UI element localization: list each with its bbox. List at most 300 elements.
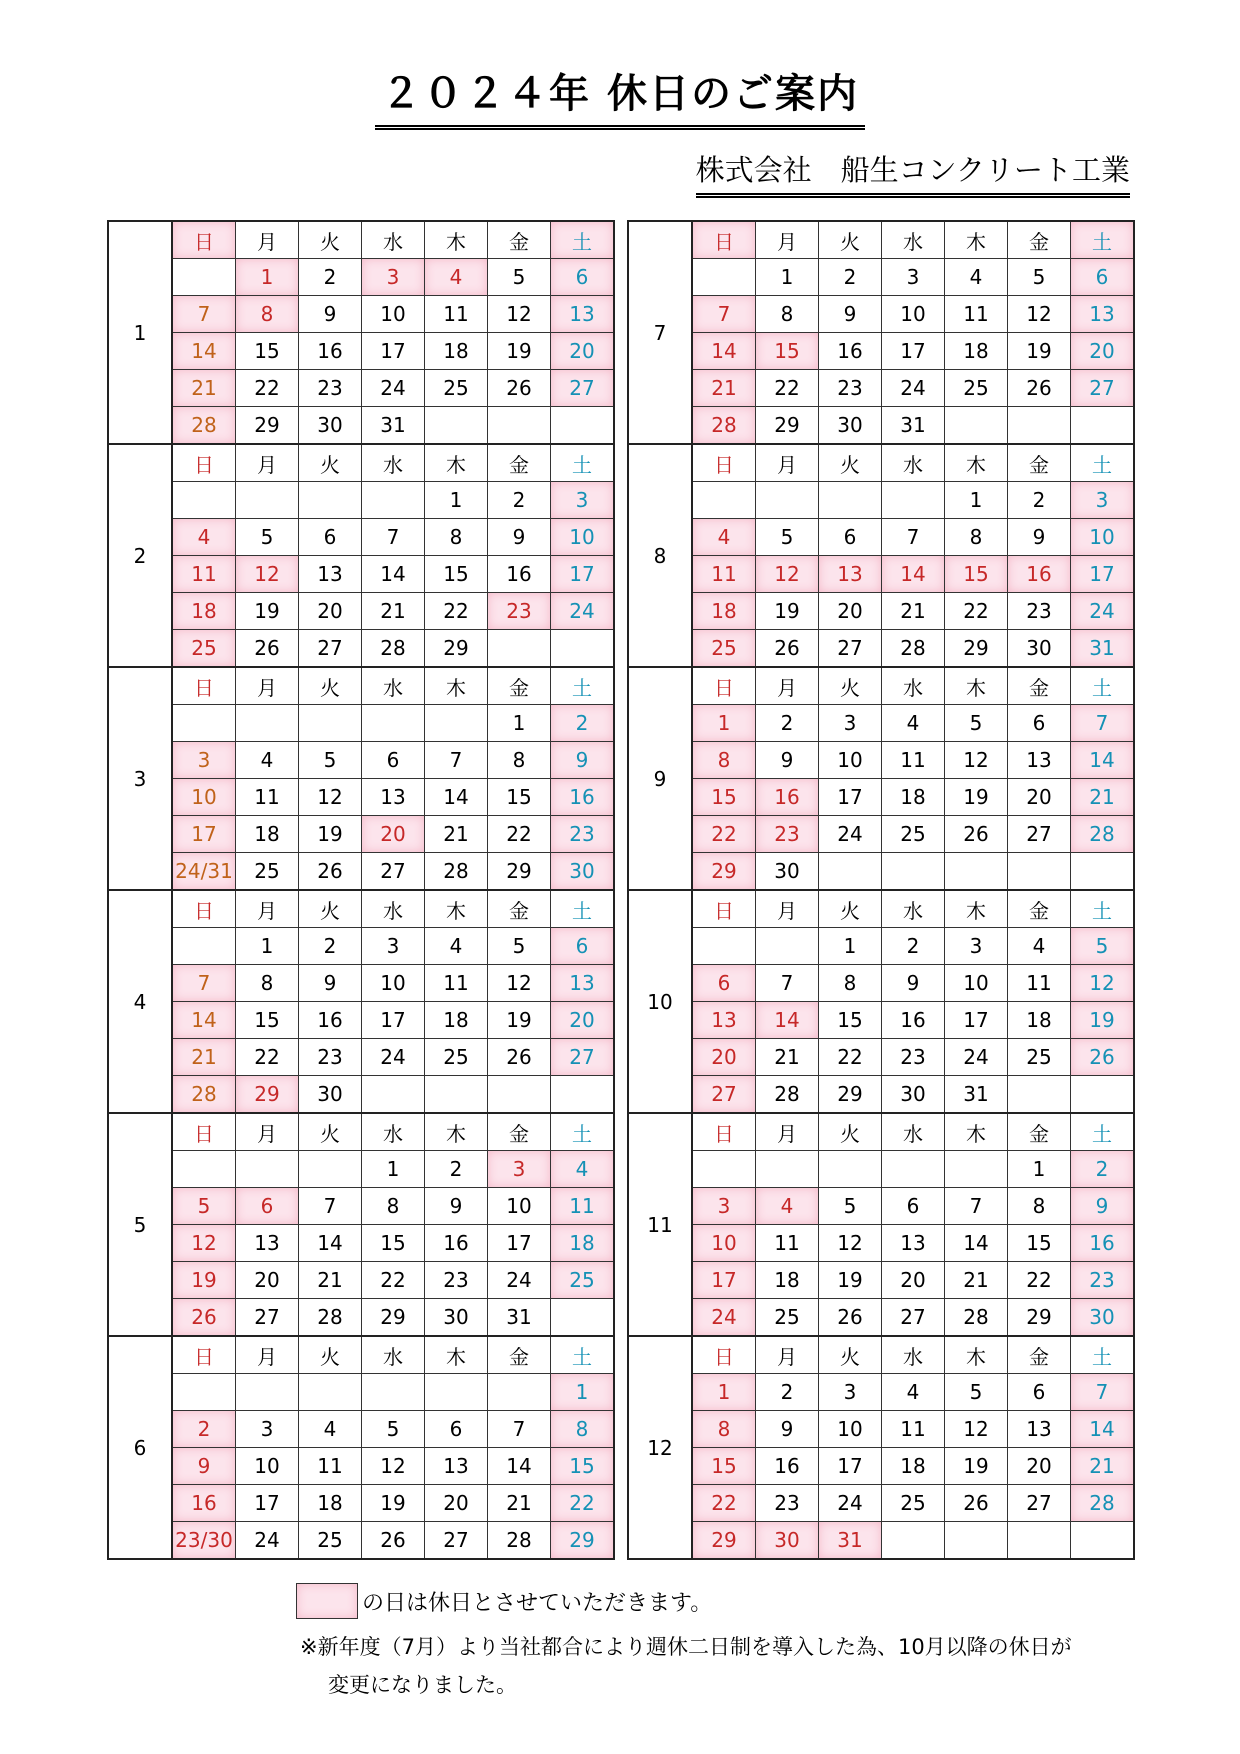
day-cell: 1	[425, 482, 488, 519]
day-cell: 1	[1008, 1151, 1071, 1188]
day-cell: 29	[551, 1522, 615, 1560]
empty-cell	[172, 1151, 236, 1188]
day-cell: 10	[945, 965, 1008, 1002]
day-cell: 3	[1071, 482, 1135, 519]
month-label: 11	[628, 1113, 692, 1336]
day-cell: 22	[756, 370, 819, 407]
day-cell: 18	[692, 593, 756, 630]
day-cell: 27	[1071, 370, 1135, 407]
day-cell: 2	[488, 482, 551, 519]
week-row	[108, 1039, 614, 1076]
day-cell: 15	[551, 1448, 615, 1485]
weekday-header: 水	[882, 444, 945, 482]
day-cell: 21	[172, 370, 236, 407]
day-cell: 19	[172, 1262, 236, 1299]
month-block	[628, 221, 1134, 444]
day-cell: 4	[299, 1411, 362, 1448]
empty-cell	[488, 1374, 551, 1411]
week-row	[628, 705, 1134, 742]
weekday-header: 日	[172, 1113, 236, 1151]
weekday-header: 木	[425, 1113, 488, 1151]
week-row	[108, 296, 614, 333]
day-cell: 2	[299, 928, 362, 965]
day-cell: 20	[1008, 779, 1071, 816]
week-row	[108, 593, 614, 630]
empty-cell	[172, 928, 236, 965]
day-cell: 18	[172, 593, 236, 630]
week-row	[628, 296, 1134, 333]
week-row	[108, 1374, 614, 1411]
day-cell: 19	[1071, 1002, 1135, 1039]
empty-cell	[236, 1151, 299, 1188]
day-cell: 12	[362, 1448, 425, 1485]
day-cell: 11	[299, 1448, 362, 1485]
day-cell: 21	[1071, 779, 1135, 816]
day-cell: 20	[362, 816, 425, 853]
day-cell: 22	[488, 816, 551, 853]
day-cell: 10	[819, 1411, 882, 1448]
weekday-header: 火	[299, 1113, 362, 1151]
week-row	[108, 965, 614, 1002]
day-cell: 30	[1071, 1299, 1135, 1337]
day-cell: 26	[819, 1299, 882, 1337]
day-cell: 25	[551, 1262, 615, 1299]
day-cell: 31	[882, 407, 945, 445]
day-cell: 18	[551, 1225, 615, 1262]
day-cell: 27	[692, 1076, 756, 1114]
day-cell: 22	[692, 816, 756, 853]
weekday-header: 日	[172, 1336, 236, 1374]
day-cell: 26	[945, 816, 1008, 853]
day-cell: 15	[692, 779, 756, 816]
empty-cell	[362, 1076, 425, 1114]
day-cell: 8	[551, 1411, 615, 1448]
day-cell: 26	[236, 630, 299, 668]
empty-cell	[882, 853, 945, 891]
day-cell: 17	[172, 816, 236, 853]
day-cell: 5	[819, 1188, 882, 1225]
weekday-header: 火	[299, 444, 362, 482]
day-cell: 23	[488, 593, 551, 630]
day-cell: 6	[1008, 705, 1071, 742]
day-cell: 16	[172, 1485, 236, 1522]
day-cell: 16	[756, 1448, 819, 1485]
page-title	[0, 62, 1240, 130]
day-cell: 9	[172, 1448, 236, 1485]
day-cell: 18	[945, 333, 1008, 370]
weekday-header: 日	[692, 667, 756, 705]
day-cell: 16	[299, 1002, 362, 1039]
day-cell: 15	[362, 1225, 425, 1262]
day-cell: 10	[172, 779, 236, 816]
day-cell: 3	[236, 1411, 299, 1448]
day-cell: 20	[692, 1039, 756, 1076]
day-cell: 22	[425, 593, 488, 630]
day-cell: 26	[299, 853, 362, 891]
title-text: ２０２４年 休日のご案内	[375, 62, 865, 130]
note-line-2: 変更になりました。	[328, 1673, 517, 1697]
day-cell: 11	[882, 1411, 945, 1448]
weekday-header: 水	[882, 1336, 945, 1374]
day-cell: 16	[756, 779, 819, 816]
day-cell: 28	[172, 407, 236, 445]
weekday-header: 日	[692, 221, 756, 259]
day-cell: 5	[172, 1188, 236, 1225]
day-cell: 19	[236, 593, 299, 630]
day-cell: 29	[236, 407, 299, 445]
note-line-1: ※新年度（7月）より当社都合により週休二日制を導入した為、10月以降の休日が	[300, 1635, 1072, 1659]
month-label: 2	[108, 444, 172, 667]
day-cell: 23	[882, 1039, 945, 1076]
day-cell: 12	[1071, 965, 1135, 1002]
day-cell: 7	[488, 1411, 551, 1448]
day-cell: 27	[425, 1522, 488, 1560]
day-cell: 13	[236, 1225, 299, 1262]
day-cell: 22	[236, 1039, 299, 1076]
day-cell: 6	[299, 519, 362, 556]
day-cell: 6	[692, 965, 756, 1002]
empty-cell	[362, 482, 425, 519]
empty-cell	[819, 1151, 882, 1188]
empty-cell	[551, 1076, 615, 1114]
week-row	[108, 1002, 614, 1039]
day-cell: 7	[172, 296, 236, 333]
day-cell: 8	[362, 1188, 425, 1225]
day-cell: 21	[1071, 1448, 1135, 1485]
empty-cell	[425, 1076, 488, 1114]
weekday-header: 火	[299, 890, 362, 928]
empty-cell	[819, 482, 882, 519]
day-cell: 21	[425, 816, 488, 853]
day-cell: 29	[488, 853, 551, 891]
day-cell: 29	[425, 630, 488, 668]
day-cell: 6	[362, 742, 425, 779]
weekday-header: 土	[551, 221, 615, 259]
day-cell: 1	[488, 705, 551, 742]
day-cell: 2	[299, 259, 362, 296]
day-cell: 25	[882, 1485, 945, 1522]
day-cell: 3	[945, 928, 1008, 965]
weekday-header: 金	[1008, 444, 1071, 482]
day-cell: 29	[945, 630, 1008, 668]
empty-cell	[488, 630, 551, 668]
empty-cell	[1008, 407, 1071, 445]
day-cell: 12	[945, 1411, 1008, 1448]
week-row	[108, 407, 614, 445]
month-block	[108, 890, 614, 1113]
month-block	[108, 221, 614, 444]
week-row	[628, 1151, 1134, 1188]
weekday-header-row	[108, 667, 614, 705]
weekday-header: 月	[236, 444, 299, 482]
weekday-header: 月	[756, 890, 819, 928]
weekday-header: 水	[362, 1113, 425, 1151]
day-cell: 19	[488, 1002, 551, 1039]
week-row	[628, 1188, 1134, 1225]
day-cell: 10	[819, 742, 882, 779]
day-cell: 4	[945, 259, 1008, 296]
day-cell: 23	[1071, 1262, 1135, 1299]
calendar-right	[627, 220, 1135, 1560]
day-cell: 4	[551, 1151, 615, 1188]
weekday-header: 日	[692, 890, 756, 928]
day-cell: 24	[236, 1522, 299, 1560]
day-cell: 13	[299, 556, 362, 593]
empty-cell	[945, 1151, 1008, 1188]
weekday-header-row	[628, 890, 1134, 928]
day-cell: 28	[362, 630, 425, 668]
day-cell: 10	[1071, 519, 1135, 556]
day-cell: 4	[172, 519, 236, 556]
day-cell: 16	[1008, 556, 1071, 593]
day-cell: 22	[551, 1485, 615, 1522]
empty-cell	[882, 1522, 945, 1560]
day-cell: 7	[299, 1188, 362, 1225]
weekday-header-row	[628, 1336, 1134, 1374]
day-cell: 17	[362, 333, 425, 370]
day-cell: 1	[819, 928, 882, 965]
day-cell: 4	[236, 742, 299, 779]
day-cell: 7	[756, 965, 819, 1002]
day-cell: 23	[756, 1485, 819, 1522]
day-cell: 12	[819, 1225, 882, 1262]
day-cell: 26	[1008, 370, 1071, 407]
day-cell: 7	[425, 742, 488, 779]
weekday-header: 木	[945, 1113, 1008, 1151]
day-cell: 27	[299, 630, 362, 668]
day-cell: 6	[425, 1411, 488, 1448]
day-cell: 28	[488, 1522, 551, 1560]
month-block	[108, 1336, 614, 1559]
weekday-header: 土	[1071, 890, 1135, 928]
week-row	[108, 705, 614, 742]
day-cell: 24	[362, 370, 425, 407]
month-label: 9	[628, 667, 692, 890]
month-block	[108, 667, 614, 890]
day-cell: 23	[299, 370, 362, 407]
day-cell: 9	[1071, 1188, 1135, 1225]
day-cell: 24	[551, 593, 615, 630]
weekday-header: 月	[236, 667, 299, 705]
day-cell: 20	[819, 593, 882, 630]
day-cell: 28	[1071, 1485, 1135, 1522]
month-block	[108, 444, 614, 667]
week-row	[108, 630, 614, 668]
empty-cell	[425, 1374, 488, 1411]
day-cell: 5	[236, 519, 299, 556]
weekday-header-row	[108, 1336, 614, 1374]
day-cell: 15	[236, 333, 299, 370]
week-row	[108, 482, 614, 519]
weekday-header: 日	[692, 444, 756, 482]
weekday-header: 日	[692, 1336, 756, 1374]
day-cell: 14	[362, 556, 425, 593]
weekday-header: 月	[236, 1336, 299, 1374]
day-cell: 26	[488, 370, 551, 407]
week-row	[108, 333, 614, 370]
day-cell: 1	[551, 1374, 615, 1411]
day-cell: 19	[819, 1262, 882, 1299]
day-cell: 27	[1008, 1485, 1071, 1522]
day-cell: 27	[819, 630, 882, 668]
day-cell: 26	[488, 1039, 551, 1076]
day-cell: 8	[236, 296, 299, 333]
weekday-header: 金	[1008, 1336, 1071, 1374]
week-row	[628, 370, 1134, 407]
weekday-header: 土	[551, 890, 615, 928]
weekday-header-row	[628, 221, 1134, 259]
day-cell: 3	[551, 482, 615, 519]
day-cell: 16	[1071, 1225, 1135, 1262]
day-cell: 11	[425, 965, 488, 1002]
week-row	[108, 1076, 614, 1114]
day-cell: 14	[1071, 742, 1135, 779]
day-cell: 9	[882, 965, 945, 1002]
weekday-header: 水	[362, 890, 425, 928]
day-cell: 9	[1008, 519, 1071, 556]
weekday-header: 木	[425, 221, 488, 259]
empty-cell	[756, 928, 819, 965]
day-cell: 20	[299, 593, 362, 630]
month-label: 10	[628, 890, 692, 1113]
weekday-header: 金	[488, 221, 551, 259]
empty-cell	[1071, 1522, 1135, 1560]
empty-cell	[172, 259, 236, 296]
empty-cell	[551, 1299, 615, 1337]
day-cell: 4	[756, 1188, 819, 1225]
weekday-header: 月	[756, 1113, 819, 1151]
day-cell: 20	[551, 333, 615, 370]
day-cell: 9	[551, 742, 615, 779]
day-cell: 9	[488, 519, 551, 556]
day-cell: 30	[299, 1076, 362, 1114]
day-cell: 13	[1008, 742, 1071, 779]
weekday-header: 日	[172, 667, 236, 705]
day-cell: 26	[172, 1299, 236, 1337]
day-cell: 4	[425, 928, 488, 965]
day-cell: 3	[362, 259, 425, 296]
day-cell: 22	[236, 370, 299, 407]
weekday-header: 月	[236, 1113, 299, 1151]
weekday-header: 木	[425, 890, 488, 928]
day-cell: 21	[362, 593, 425, 630]
week-row	[628, 556, 1134, 593]
day-cell: 13	[1071, 296, 1135, 333]
day-cell: 2	[882, 928, 945, 965]
day-cell: 5	[299, 742, 362, 779]
day-cell: 16	[299, 333, 362, 370]
day-cell: 7	[362, 519, 425, 556]
day-cell: 21	[172, 1039, 236, 1076]
day-cell: 8	[692, 742, 756, 779]
weekday-header: 土	[551, 667, 615, 705]
empty-cell	[882, 482, 945, 519]
day-cell: 25	[425, 1039, 488, 1076]
day-cell: 16	[425, 1225, 488, 1262]
day-cell: 23/30	[172, 1522, 236, 1560]
weekday-header: 日	[172, 890, 236, 928]
weekday-header: 月	[756, 444, 819, 482]
empty-cell	[299, 1374, 362, 1411]
weekday-header: 土	[551, 1336, 615, 1374]
week-row	[628, 1299, 1134, 1337]
day-cell: 13	[882, 1225, 945, 1262]
day-cell: 18	[299, 1485, 362, 1522]
day-cell: 30	[299, 407, 362, 445]
day-cell: 24	[1071, 593, 1135, 630]
day-cell: 15	[756, 333, 819, 370]
week-row	[628, 928, 1134, 965]
week-row	[108, 1485, 614, 1522]
day-cell: 9	[819, 296, 882, 333]
day-cell: 30	[756, 853, 819, 891]
day-cell: 7	[882, 519, 945, 556]
day-cell: 7	[172, 965, 236, 1002]
day-cell: 11	[692, 556, 756, 593]
day-cell: 27	[236, 1299, 299, 1337]
weekday-header: 金	[488, 1113, 551, 1151]
day-cell: 31	[1071, 630, 1135, 668]
day-cell: 19	[945, 779, 1008, 816]
day-cell: 29	[692, 853, 756, 891]
weekday-header: 木	[425, 1336, 488, 1374]
day-cell: 19	[1008, 333, 1071, 370]
week-row	[628, 407, 1134, 445]
legend-text: の日は休日とさせていただきます。	[362, 1590, 713, 1616]
day-cell: 8	[756, 296, 819, 333]
weekday-header: 金	[1008, 1113, 1071, 1151]
day-cell: 28	[756, 1076, 819, 1114]
day-cell: 15	[488, 779, 551, 816]
day-cell: 21	[299, 1262, 362, 1299]
day-cell: 12	[1008, 296, 1071, 333]
empty-cell	[1071, 853, 1135, 891]
day-cell: 1	[692, 705, 756, 742]
month-block	[628, 1336, 1134, 1559]
empty-cell	[362, 705, 425, 742]
day-cell: 23	[819, 370, 882, 407]
day-cell: 3	[819, 705, 882, 742]
day-cell: 11	[756, 1225, 819, 1262]
day-cell: 24	[945, 1039, 1008, 1076]
weekday-header: 日	[172, 221, 236, 259]
weekday-header: 水	[882, 1113, 945, 1151]
day-cell: 29	[819, 1076, 882, 1114]
empty-cell	[1008, 1076, 1071, 1114]
month-label: 4	[108, 890, 172, 1113]
day-cell: 12	[299, 779, 362, 816]
day-cell: 6	[551, 928, 615, 965]
day-cell: 8	[236, 965, 299, 1002]
day-cell: 19	[756, 593, 819, 630]
weekday-header-row	[108, 444, 614, 482]
day-cell: 9	[756, 1411, 819, 1448]
day-cell: 16	[551, 779, 615, 816]
day-cell: 13	[362, 779, 425, 816]
day-cell: 1	[756, 259, 819, 296]
week-row	[108, 1151, 614, 1188]
day-cell: 20	[425, 1485, 488, 1522]
day-cell: 26	[945, 1485, 1008, 1522]
day-cell: 4	[882, 1374, 945, 1411]
month-block	[628, 444, 1134, 667]
weekday-header: 日	[692, 1113, 756, 1151]
empty-cell	[236, 705, 299, 742]
day-cell: 31	[488, 1299, 551, 1337]
day-cell: 12	[488, 296, 551, 333]
day-cell: 10	[362, 965, 425, 1002]
day-cell: 20	[551, 1002, 615, 1039]
